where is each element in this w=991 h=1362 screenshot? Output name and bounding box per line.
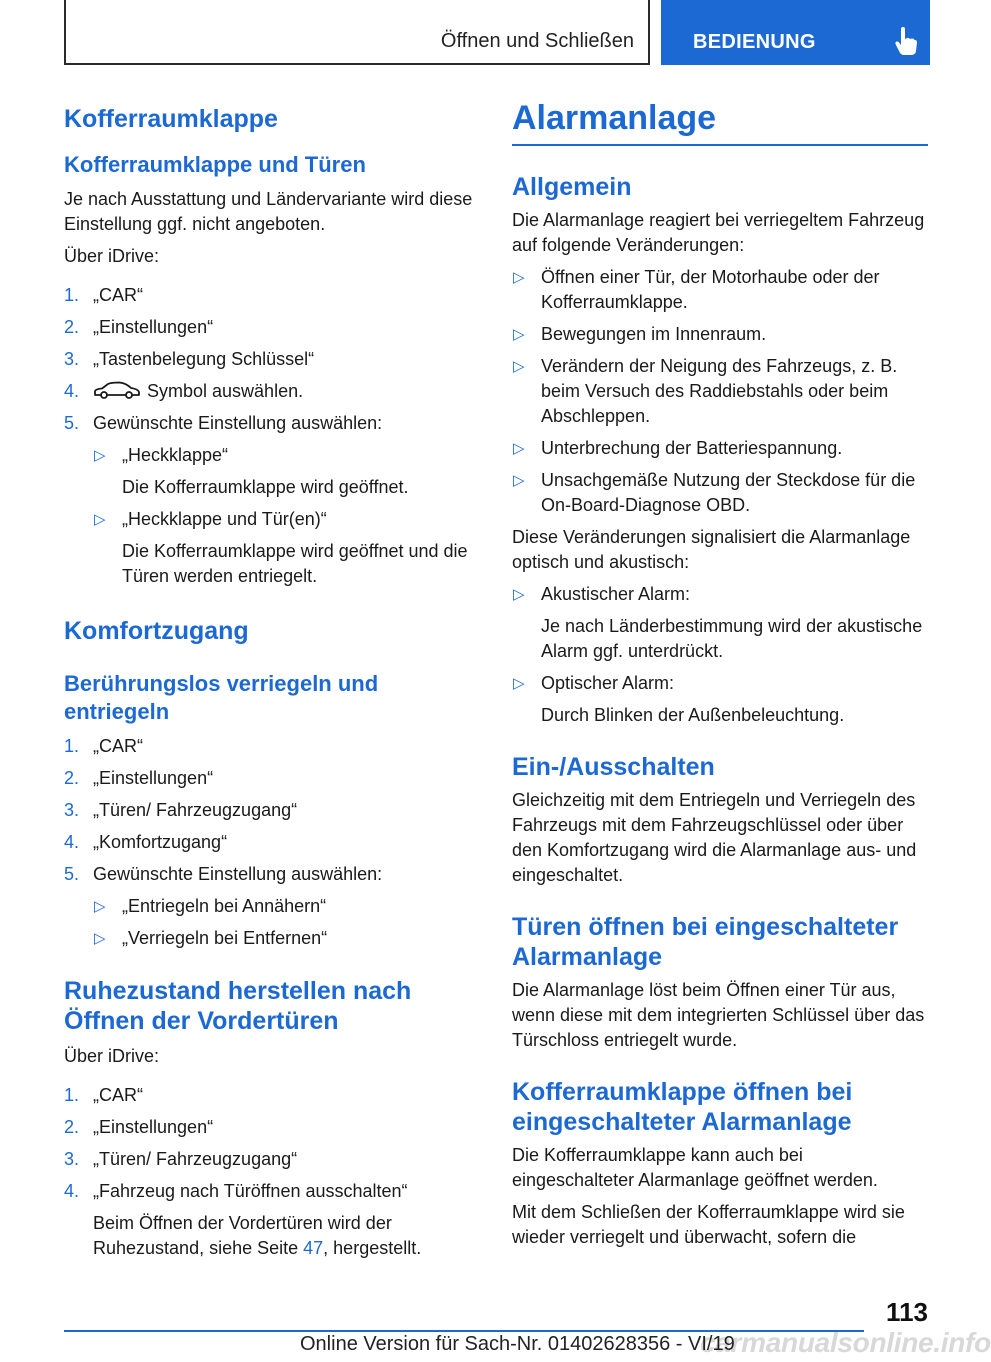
step-list	[64, 734, 476, 951]
section-heading-rest: Ruhezustand herstellen nach Öffnen der Vordertüren	[64, 977, 412, 1035]
list-item: 3. „Türen/ Fahrzeugzugang“	[64, 1149, 298, 1169]
section-heading-trunk-alarm: Kofferraumklappe öffnen bei eingeschalteter Alarmanlage	[512, 1078, 853, 1136]
bullet-triangle-icon: ▷	[513, 586, 525, 603]
list-item: 5. Gewünschte Einstellung auswählen:	[64, 864, 383, 884]
chapter-heading-alarm: Alarmanlage	[512, 99, 717, 137]
bullet-triangle-icon: ▷	[94, 511, 106, 528]
list-item: 2. „Einstellungen“	[64, 768, 214, 788]
step-list	[64, 1083, 476, 1261]
list-item: 2. „Einstellungen“	[64, 317, 214, 337]
bullet-triangle-icon: ▷	[94, 447, 106, 464]
list-item: 1. „CAR“	[64, 736, 143, 756]
list-item: 4. Symbol auswählen.	[64, 381, 304, 401]
signal-description: Durch Blinken der Außenbeleuchtung.	[541, 705, 845, 725]
list-item: 4. „Komfortzugang“	[64, 832, 228, 852]
section-heading-doors: Türen öffnen bei eingeschalteter Alarmanlage	[512, 913, 899, 971]
list-item: 3. „Türen/ Fahrzeugzugang“	[64, 800, 298, 820]
list-item: 2. „Einstellungen“	[64, 1117, 214, 1137]
bullet-triangle-icon: ▷	[513, 326, 525, 343]
section-tab	[64, 0, 650, 65]
list-item: ▷ Unterbrechung der Batteriespannung.	[512, 436, 928, 461]
car-icon	[93, 381, 141, 399]
paragraph: Über iDrive:	[64, 1046, 160, 1066]
section-title: Öffnen und Schließen	[440, 30, 634, 52]
list-item: ▷ Bewegungen im Innenraum.	[512, 322, 928, 347]
footer-online-version: Online Version für Sach-Nr. 01402628356 - VI/19	[300, 1333, 735, 1355]
section-heading-switch: Ein-/Ausschalten	[512, 753, 715, 781]
page-link[interactable]: 47	[303, 1238, 324, 1258]
list-item: 5. Gewünschte Einstellung auswählen:	[64, 413, 383, 433]
bullet-triangle-icon: ▷	[513, 358, 525, 375]
list-item: ▷ „Verriegeln bei Entfernen“	[93, 926, 476, 951]
option-description: Die Kofferraumklappe wird geöffnet.	[122, 477, 409, 497]
list-item: 1. „CAR“	[64, 1085, 143, 1105]
chapter-tab	[661, 0, 930, 65]
list-item: ▷ Öffnen einer Tür, der Motorhaube oder der Kofferraumklappe.	[513, 267, 880, 312]
section-heading-trunk: Kofferraumklappe	[64, 105, 278, 133]
step-note: Beim Öffnen der Vordertüren wird der Ruhezustand, siehe Seite 47, hergestellt.	[93, 1213, 422, 1258]
paragraph: Die Alarmanlage reagiert bei verriegeltem Fahrzeug auf folgende Veränderungen:	[512, 210, 925, 255]
paragraph: Mit dem Schließen der Kofferraumklappe wird sie wieder verriegelt und überwacht, sofern die	[512, 1202, 905, 1247]
paragraph: Über iDrive:	[64, 246, 160, 266]
section-heading-comfort: Komfortzugang	[64, 617, 249, 645]
bullet-triangle-icon: ▷	[513, 440, 525, 457]
option-list	[64, 894, 476, 951]
left-column	[64, 98, 476, 1261]
paragraph: Diese Veränderungen signalisiert die Alarmanlage optisch und akustisch:	[512, 527, 911, 572]
list-item: 1. „CAR“	[64, 285, 143, 305]
bullet-triangle-icon: ▷	[94, 898, 106, 915]
list-item: ▷ „Heckklappe“	[93, 443, 476, 468]
change-list	[512, 265, 928, 518]
list-item: ▷ „Heckklappe und Tür(en)“	[93, 507, 476, 532]
paragraph: Die Kofferraumklappe kann auch bei eingeschalteter Alarmanlage geöffnet werden.	[512, 1145, 878, 1190]
list-item: ▷ Unsachgemäße Nutzung der Steckdose für die On-Board-Diagnose OBD.	[513, 470, 916, 515]
paragraph: Je nach Ausstattung und Ländervariante wird diese Einstellung ggf. nicht angeboten.	[64, 189, 473, 234]
list-item: 3. „Tastenbelegung Schlüssel“	[64, 349, 315, 369]
bullet-triangle-icon: ▷	[513, 269, 525, 286]
list-item: ▷ Verändern der Neigung des Fahrzeugs, z. B. beim Versuch des Raddiebstahls oder beim Abschleppen.	[513, 356, 898, 426]
page-number: 113	[886, 1297, 928, 1327]
right-column	[512, 98, 928, 1250]
option-description: Die Kofferraumklappe wird geöffnet und die Türen werden entriegelt.	[122, 541, 468, 586]
watermark: carmanualsonline.info	[700, 1327, 991, 1358]
list-item: ▷ Optischer Alarm:	[512, 671, 928, 696]
list-item: ▷ Akustischer Alarm:	[512, 582, 928, 607]
step-list	[64, 283, 476, 589]
bullet-triangle-icon: ▷	[94, 930, 106, 947]
section-heading-general: Allgemein	[512, 173, 632, 201]
chapter-heading-block	[512, 98, 928, 146]
subsection-heading: Berührungslos verriegeln und entriegeln	[64, 671, 379, 724]
pointing-hand-icon	[895, 27, 917, 55]
paragraph: Gleichzeitig mit dem Entriegeln und Verriegeln des Fahrzeugs mit dem Fahrzeugschlüssel oder über den Komfortzugang wird die Alarmanlage aus- und eingeschaltet.	[512, 790, 917, 885]
subsection-heading: Kofferraumklappe und Türen	[64, 152, 366, 177]
page-header	[64, 0, 930, 65]
chapter-title: BEDIENUNG	[693, 31, 816, 53]
signal-list	[512, 582, 928, 728]
list-item: ▷ „Entriegeln bei Annähern“	[93, 894, 476, 919]
bullet-triangle-icon: ▷	[513, 675, 525, 692]
list-item: 4. „Fahrzeug nach Türöffnen ausschalten“	[64, 1181, 408, 1201]
option-list	[64, 443, 476, 589]
signal-description: Je nach Länderbestimmung wird der akustische Alarm ggf. unterdrückt.	[541, 616, 923, 661]
bullet-triangle-icon: ▷	[513, 472, 525, 489]
paragraph: Die Alarmanlage löst beim Öffnen einer Tür aus, wenn diese mit dem integrierten Schlüssel über das Türschloss entriegelt wurde.	[512, 980, 925, 1050]
